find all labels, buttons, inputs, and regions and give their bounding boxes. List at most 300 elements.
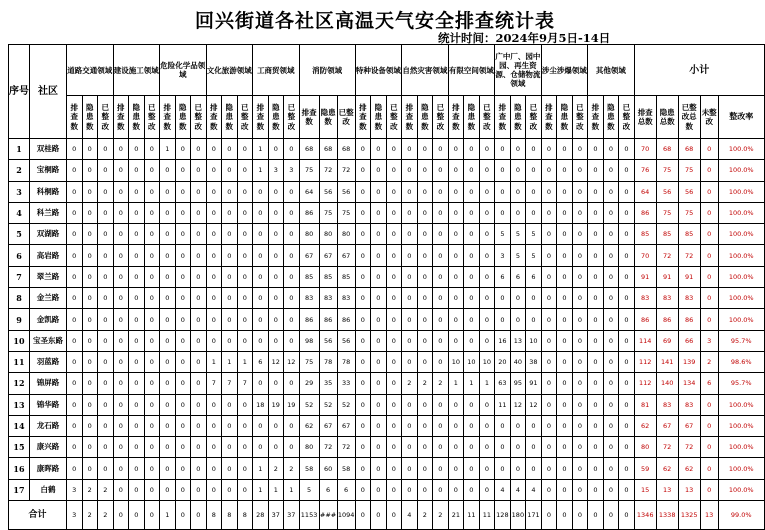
subtotal-cell: 100.0% (718, 224, 764, 245)
table-cell: 0 (619, 437, 635, 458)
table-cell: 0 (495, 437, 511, 458)
table-cell: 0 (98, 309, 114, 330)
subtotal-cell: 0 (700, 139, 718, 160)
subtotal-cell: 95.7% (718, 330, 764, 351)
subtotal-cell: 83 (634, 288, 656, 309)
table-cell: 0 (402, 139, 418, 160)
table-cell: 0 (191, 139, 207, 160)
table-cell: 0 (82, 458, 98, 479)
subtotal-cell: 0 (700, 437, 718, 458)
table-cell: 0 (175, 309, 191, 330)
subtotal-cell: 100.0% (718, 160, 764, 181)
table-cell: 0 (572, 245, 588, 266)
row-community: 科桐路 (30, 181, 67, 202)
table-cell: 0 (268, 373, 284, 394)
table-cell: 0 (402, 330, 418, 351)
table-cell: 0 (402, 266, 418, 287)
subtotal-cell: 75 (656, 202, 678, 223)
table-cell: 0 (206, 224, 222, 245)
table-cell: 85 (299, 266, 319, 287)
table-cell: 0 (175, 351, 191, 372)
table-cell: 80 (337, 224, 355, 245)
table-cell: 19 (268, 394, 284, 415)
total-cell: 2 (417, 501, 433, 530)
table-cell: 0 (572, 309, 588, 330)
table-cell: 0 (253, 437, 269, 458)
table-cell: 0 (82, 373, 98, 394)
table-cell: 0 (603, 288, 619, 309)
table-cell: 0 (541, 373, 557, 394)
table-cell: 0 (191, 394, 207, 415)
total-label: 合计 (9, 501, 67, 530)
table-cell: 0 (206, 245, 222, 266)
subtotal-cell: 100.0% (718, 266, 764, 287)
table-cell: 0 (402, 458, 418, 479)
table-cell: 0 (191, 202, 207, 223)
table-cell: 0 (479, 224, 495, 245)
table-cell: 0 (355, 394, 371, 415)
row-community: 康兴路 (30, 437, 67, 458)
total-cell: 0 (541, 501, 557, 530)
table-cell: 0 (402, 288, 418, 309)
subtotal-cell: 85 (656, 224, 678, 245)
table-cell: 0 (175, 245, 191, 266)
table-cell: 0 (526, 181, 542, 202)
table-cell: 0 (268, 437, 284, 458)
table-cell: 0 (417, 437, 433, 458)
total-cell: 11 (464, 501, 480, 530)
table-cell: 0 (588, 181, 604, 202)
table-cell: 0 (572, 202, 588, 223)
row-community: 白鹤 (30, 479, 67, 500)
header-group: 其他领域 (588, 45, 635, 96)
header-group: 工商贸领域 (253, 45, 300, 96)
table-cell: 0 (433, 330, 449, 351)
table-cell: 0 (619, 288, 635, 309)
table-cell: 0 (603, 202, 619, 223)
row-seq: 5 (9, 224, 30, 245)
table-cell: 0 (355, 330, 371, 351)
table-cell: 6 (526, 266, 542, 287)
table-cell: 0 (191, 458, 207, 479)
table-cell: 0 (160, 224, 176, 245)
table-cell: 0 (541, 266, 557, 287)
table-cell: 0 (479, 245, 495, 266)
table-cell: 0 (144, 202, 160, 223)
total-cell: 1094 (337, 501, 355, 530)
table-cell: 0 (129, 394, 145, 415)
header-sub-col: 排查数 (448, 96, 464, 139)
subtotal-cell: 2 (700, 351, 718, 372)
table-cell: 0 (386, 160, 402, 181)
table-cell: 0 (557, 458, 573, 479)
table-row (9, 202, 765, 223)
total-cell: 37 (284, 501, 300, 530)
table-cell: 0 (479, 181, 495, 202)
table-cell: 0 (619, 224, 635, 245)
table-cell: 0 (160, 288, 176, 309)
subtotal-cell: 85 (678, 224, 700, 245)
table-cell: 0 (67, 266, 83, 287)
total-cell: 8 (237, 501, 253, 530)
table-cell: 0 (588, 437, 604, 458)
subtotal-cell: 100.0% (718, 394, 764, 415)
table-cell: 0 (510, 181, 526, 202)
table-cell: 0 (371, 309, 387, 330)
table-cell: 0 (464, 288, 480, 309)
table-cell: 0 (495, 160, 511, 181)
table-cell: 2 (284, 458, 300, 479)
table-cell: 0 (113, 394, 129, 415)
subtotal-cell: 134 (678, 373, 700, 394)
subtotal-cell: 62 (634, 415, 656, 436)
table-cell: 0 (355, 245, 371, 266)
table-cell: 0 (160, 160, 176, 181)
table-cell: 0 (284, 288, 300, 309)
table-cell: 0 (355, 160, 371, 181)
table-cell: 0 (603, 224, 619, 245)
table-cell: 0 (175, 266, 191, 287)
table-cell: 13 (510, 330, 526, 351)
table-cell: 0 (237, 288, 253, 309)
table-cell: 0 (479, 394, 495, 415)
total-cell: 0 (129, 501, 145, 530)
table-cell: 52 (299, 394, 319, 415)
table-cell: 83 (337, 288, 355, 309)
table-row (9, 373, 765, 394)
subtotal-cell: 0 (700, 479, 718, 500)
table-cell: 0 (175, 160, 191, 181)
table-cell: 0 (113, 181, 129, 202)
subtotal-cell: 83 (678, 288, 700, 309)
table-cell: 0 (402, 394, 418, 415)
table-cell: 0 (144, 160, 160, 181)
table-cell: 0 (284, 330, 300, 351)
table-cell: 0 (479, 202, 495, 223)
table-cell: 0 (495, 415, 511, 436)
page-title: 回兴街道各社区高温天气安全排查统计表 (194, 10, 555, 32)
table-cell: 0 (479, 415, 495, 436)
table-cell: 58 (337, 458, 355, 479)
table-cell: 0 (175, 202, 191, 223)
table-cell: 0 (448, 202, 464, 223)
table-cell: 0 (557, 373, 573, 394)
table-cell: 0 (433, 479, 449, 500)
table-cell: 7 (222, 373, 238, 394)
subtotal-cell: 83 (656, 288, 678, 309)
total-cell: 1 (160, 501, 176, 530)
table-cell: 0 (371, 458, 387, 479)
table-cell: 0 (619, 160, 635, 181)
header-group: 有限空间领域 (448, 45, 495, 96)
table-cell: 0 (129, 139, 145, 160)
table-cell: 0 (98, 224, 114, 245)
table-row (9, 351, 765, 372)
table-cell: 10 (464, 351, 480, 372)
table-cell: 0 (541, 288, 557, 309)
header-subtotal: 小计 (634, 45, 764, 96)
table-cell: 0 (495, 202, 511, 223)
header-sub-col: 隐患数 (268, 96, 284, 139)
table-cell: 0 (191, 330, 207, 351)
subtotal-cell: 56 (656, 181, 678, 202)
table-cell: 0 (98, 415, 114, 436)
table-cell: 0 (237, 266, 253, 287)
row-community: 锦华路 (30, 394, 67, 415)
table-cell: 0 (67, 458, 83, 479)
table-cell: 0 (67, 224, 83, 245)
header-group: 消防领域 (299, 45, 355, 96)
table-cell: 0 (237, 437, 253, 458)
table-cell: 0 (98, 245, 114, 266)
table-cell: 0 (464, 415, 480, 436)
total-subtotal-cell: 1325 (678, 501, 700, 530)
table-cell: 0 (433, 266, 449, 287)
table-cell: 0 (222, 458, 238, 479)
subtotal-cell: 86 (634, 202, 656, 223)
table-cell: 0 (67, 139, 83, 160)
table-cell: 0 (448, 415, 464, 436)
table-cell: 0 (619, 479, 635, 500)
table-cell: 0 (572, 266, 588, 287)
table-cell: 6 (495, 266, 511, 287)
table-cell: 0 (526, 160, 542, 181)
table-cell: 0 (557, 394, 573, 415)
total-cell: 28 (253, 501, 269, 530)
table-cell: 0 (67, 394, 83, 415)
table-cell: 0 (541, 351, 557, 372)
table-cell: 0 (557, 139, 573, 160)
table-cell: 85 (319, 266, 337, 287)
table-cell: 0 (144, 458, 160, 479)
table-row (9, 394, 765, 415)
subtotal-cell: 91 (656, 266, 678, 287)
subtotal-cell: 83 (656, 394, 678, 415)
table-cell: 0 (572, 330, 588, 351)
table-cell: 19 (284, 394, 300, 415)
table-cell: 0 (417, 309, 433, 330)
table-cell: 0 (160, 266, 176, 287)
header-sub-col: 隐患数 (319, 96, 337, 139)
table-cell: 0 (479, 458, 495, 479)
table-cell: 0 (206, 437, 222, 458)
table-cell: 0 (588, 309, 604, 330)
table-cell: 0 (433, 415, 449, 436)
table-cell: 0 (619, 415, 635, 436)
row-seq: 9 (9, 309, 30, 330)
table-cell: 0 (479, 479, 495, 500)
table-cell: 0 (98, 330, 114, 351)
row-community: 金凯路 (30, 309, 67, 330)
total-subtotal-cell: 1346 (634, 501, 656, 530)
table-cell: 0 (206, 458, 222, 479)
table-row (9, 266, 765, 287)
total-cell: 0 (557, 501, 573, 530)
table-cell: 0 (510, 160, 526, 181)
subtotal-cell: 3 (700, 330, 718, 351)
table-cell: 0 (222, 181, 238, 202)
table-cell: 0 (464, 458, 480, 479)
table-cell: 0 (67, 245, 83, 266)
total-cell: 4 (402, 501, 418, 530)
table-cell: 80 (299, 437, 319, 458)
table-cell: 35 (319, 373, 337, 394)
table-cell: 12 (284, 351, 300, 372)
table-cell: 0 (98, 288, 114, 309)
table-cell: 4 (510, 479, 526, 500)
table-cell: 0 (129, 245, 145, 266)
table-cell: 86 (337, 309, 355, 330)
table-cell: 0 (237, 330, 253, 351)
table-cell: 6 (510, 266, 526, 287)
table-cell: 1 (448, 373, 464, 394)
row-seq: 15 (9, 437, 30, 458)
stat-time: 统计时间：2024年9月5日-14日 (438, 31, 611, 45)
total-cell: 171 (526, 501, 542, 530)
header-sub-col: 排查数 (113, 96, 129, 139)
table-cell: 0 (222, 394, 238, 415)
table-cell: 0 (386, 351, 402, 372)
subtotal-cell: 72 (678, 437, 700, 458)
table-cell: 0 (355, 288, 371, 309)
table-cell: 0 (417, 266, 433, 287)
header-sub-col: 已整改 (98, 96, 114, 139)
table-cell: 0 (448, 458, 464, 479)
table-cell: 0 (206, 202, 222, 223)
table-cell: 0 (371, 160, 387, 181)
table-cell: 0 (371, 479, 387, 500)
table-cell: 0 (402, 160, 418, 181)
table-cell: 0 (448, 181, 464, 202)
table-cell: 0 (160, 373, 176, 394)
table-cell: 52 (337, 394, 355, 415)
table-cell: 0 (619, 266, 635, 287)
table-cell: 0 (268, 202, 284, 223)
table-cell: 0 (268, 288, 284, 309)
table-cell: 0 (113, 288, 129, 309)
table-cell: 0 (448, 266, 464, 287)
table-cell: 0 (572, 479, 588, 500)
table-cell: 75 (299, 160, 319, 181)
subtotal-cell: 0 (700, 458, 718, 479)
table-cell: 0 (355, 181, 371, 202)
table-cell: 0 (371, 415, 387, 436)
subtotal-cell: 13 (656, 479, 678, 500)
table-cell: 3 (67, 479, 83, 500)
table-cell: 83 (299, 288, 319, 309)
subtotal-cell: 68 (678, 139, 700, 160)
table-cell: 91 (526, 373, 542, 394)
table-cell: 0 (82, 330, 98, 351)
table-cell: 0 (67, 309, 83, 330)
table-cell: 0 (557, 181, 573, 202)
table-cell: 0 (448, 309, 464, 330)
table-cell: 1 (253, 479, 269, 500)
table-cell: 7 (237, 373, 253, 394)
table-cell: 0 (619, 394, 635, 415)
table-cell: 0 (82, 245, 98, 266)
table-row (9, 245, 765, 266)
subtotal-cell: 0 (700, 160, 718, 181)
table-cell: 0 (175, 181, 191, 202)
table-cell: 0 (129, 373, 145, 394)
subtotal-cell: 76 (634, 160, 656, 181)
total-cell: 128 (495, 501, 511, 530)
subtotal-cell: 86 (678, 309, 700, 330)
subtotal-cell: 91 (678, 266, 700, 287)
table-cell: 0 (144, 139, 160, 160)
table-cell: 0 (268, 309, 284, 330)
header-group: 涉尘涉爆领域 (541, 45, 588, 96)
table-cell: 16 (495, 330, 511, 351)
table-cell: 0 (160, 181, 176, 202)
table-cell: 0 (129, 202, 145, 223)
table-cell: 0 (417, 479, 433, 500)
subtotal-cell: 13 (678, 479, 700, 500)
table-cell: 0 (588, 458, 604, 479)
table-cell: 0 (175, 139, 191, 160)
table-cell: 0 (191, 181, 207, 202)
header-subtotal-col: 隐患总数 (656, 96, 678, 139)
row-community: 双湖路 (30, 224, 67, 245)
table-cell: 0 (588, 351, 604, 372)
table-cell: 0 (191, 266, 207, 287)
table-cell: 0 (619, 202, 635, 223)
table-cell: 0 (557, 266, 573, 287)
table-cell: 0 (82, 139, 98, 160)
table-cell: 63 (495, 373, 511, 394)
row-community: 科兰路 (30, 202, 67, 223)
table-cell: 0 (541, 160, 557, 181)
table-cell: 0 (98, 351, 114, 372)
table-cell: 0 (603, 373, 619, 394)
table-cell: 0 (541, 309, 557, 330)
table-cell: 0 (206, 415, 222, 436)
row-seq: 2 (9, 160, 30, 181)
table-cell: 0 (144, 330, 160, 351)
table-cell: 0 (371, 330, 387, 351)
table-cell: 0 (588, 266, 604, 287)
table-cell: 0 (222, 245, 238, 266)
table-cell: 0 (222, 437, 238, 458)
table-cell: 1 (206, 351, 222, 372)
table-cell: 0 (129, 458, 145, 479)
table-cell: 3 (284, 160, 300, 181)
table-cell: 0 (479, 139, 495, 160)
table-cell: 64 (299, 181, 319, 202)
table-cell: 0 (144, 437, 160, 458)
table-cell: 0 (222, 415, 238, 436)
header-subtotal-col: 整改率 (718, 96, 764, 139)
table-cell: 0 (448, 245, 464, 266)
table-cell: 0 (510, 139, 526, 160)
header-sub-col: 已整改 (284, 96, 300, 139)
table-cell: 0 (67, 202, 83, 223)
subtotal-cell: 140 (656, 373, 678, 394)
table-cell: 75 (299, 351, 319, 372)
table-cell: 0 (464, 224, 480, 245)
table-cell: 6 (337, 479, 355, 500)
table-cell: 0 (160, 458, 176, 479)
table-cell: 0 (237, 394, 253, 415)
table-cell: 0 (433, 202, 449, 223)
table-cell: 10 (526, 330, 542, 351)
table-cell: 0 (284, 309, 300, 330)
table-cell: 0 (206, 181, 222, 202)
table-cell: 0 (237, 415, 253, 436)
table-cell: 0 (448, 394, 464, 415)
table-cell: 78 (319, 351, 337, 372)
